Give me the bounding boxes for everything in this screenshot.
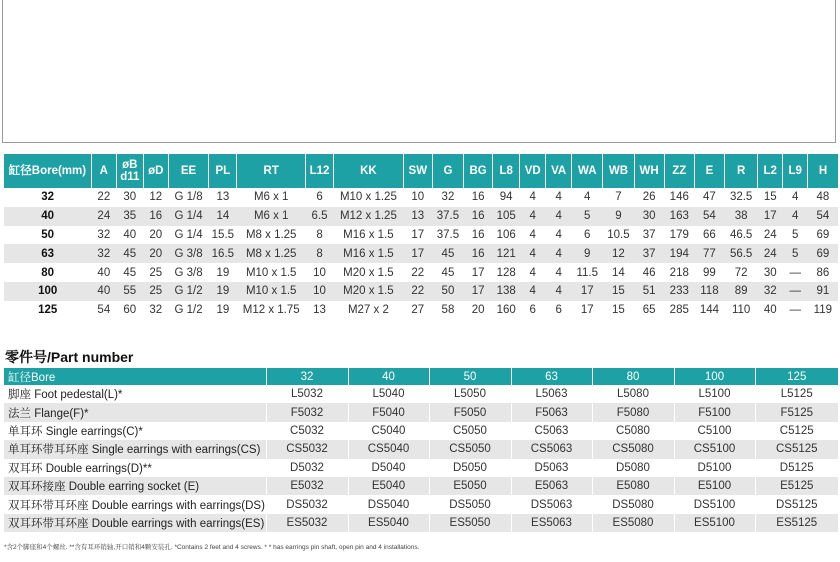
spec-cell: 14 [603, 263, 634, 282]
spec-cell: 10 [306, 263, 334, 282]
part-number-cell: C5040 [348, 422, 429, 440]
spec-cell: 7 [603, 188, 634, 207]
spec-row [4, 207, 838, 226]
spec-cell: 16 [464, 226, 493, 245]
spec-cell: 5 [783, 244, 808, 263]
spec-cell: M10 x 1.5 [237, 282, 306, 301]
part-number-cell: ES5080 [592, 514, 674, 532]
spec-cell: 20 [464, 301, 493, 320]
spec-cell: 4 [783, 207, 808, 226]
spec-column-header: øD [143, 154, 168, 188]
spec-cell: 37 [634, 244, 664, 263]
part-number-cell: DS5040 [348, 495, 429, 513]
bore-size-cell: 80 [4, 263, 91, 282]
spec-cell: 4 [546, 244, 572, 263]
spec-cell: 40 [91, 263, 116, 282]
spec-cell: 4 [520, 207, 546, 226]
part-column-header: 100 [674, 368, 755, 385]
spec-cell: 17 [572, 282, 603, 301]
spec-cell: 4 [520, 282, 546, 301]
part-number-cell: C5100 [674, 422, 755, 440]
spec-cell: 163 [664, 207, 694, 226]
spec-cell: M6 x 1 [237, 188, 306, 207]
spec-column-header: L2 [758, 154, 783, 188]
spec-cell: 35 [116, 207, 143, 226]
spec-cell: 32 [758, 282, 783, 301]
spec-cell: 72 [725, 263, 758, 282]
accessory-label: 单耳环 Single earrings(C)* [4, 422, 266, 440]
spec-cell: 69 [808, 226, 838, 245]
spec-cell: 233 [664, 282, 694, 301]
spec-cell: M8 x 1.25 [237, 226, 306, 245]
part-number-cell: CS5050 [429, 440, 511, 458]
part-number-cell: D5032 [266, 459, 348, 477]
spec-cell: 6 [546, 301, 572, 320]
spec-cell: 45 [116, 244, 143, 263]
part-number-cell: L5032 [266, 385, 348, 403]
spec-cell: 45 [432, 263, 463, 282]
part-number-cell: ES5100 [674, 514, 755, 532]
part-number-cell: C5080 [592, 422, 674, 440]
part-column-header: 125 [755, 368, 838, 385]
spec-row [4, 244, 838, 263]
spec-cell: 46.5 [725, 226, 758, 245]
part-number-cell: C5063 [511, 422, 592, 440]
part-number-cell: L5063 [511, 385, 592, 403]
spec-cell: 4 [546, 226, 572, 245]
spec-cell: 160 [493, 301, 520, 320]
spec-cell: M8 x 1.25 [237, 244, 306, 263]
part-number-cell: L5125 [755, 385, 838, 403]
spec-cell: 6.5 [306, 207, 334, 226]
spec-cell: M20 x 1.5 [334, 263, 404, 282]
accessory-label: 单耳环带耳环座 Single earrings with earrings(CS) [4, 440, 266, 458]
spec-cell: 16 [143, 207, 168, 226]
part-number-cell: L5100 [674, 385, 755, 403]
part-row [4, 403, 838, 421]
spec-cell: 146 [664, 188, 694, 207]
spec-cell: 16 [464, 207, 493, 226]
spec-cell: 91 [808, 282, 838, 301]
spec-cell: — [783, 263, 808, 282]
part-number-cell: L5080 [592, 385, 674, 403]
spec-cell: 20 [143, 226, 168, 245]
spec-cell: 10 [403, 188, 432, 207]
spec-column-header: VA [546, 154, 572, 188]
spec-cell: M16 x 1.5 [334, 226, 404, 245]
spec-cell: 17 [403, 244, 432, 263]
spec-cell: 8 [306, 244, 334, 263]
spec-cell: 65 [634, 301, 664, 320]
spec-column-header: ZZ [664, 154, 694, 188]
spec-cell: 54 [694, 207, 724, 226]
spec-cell: 13 [306, 301, 334, 320]
spec-cell: M10 x 1.5 [237, 263, 306, 282]
spec-cell: 4 [520, 263, 546, 282]
spec-cell: 285 [664, 301, 694, 320]
spec-cell: 4 [546, 282, 572, 301]
spec-cell: 19 [209, 301, 237, 320]
part-number-cell: DS5050 [429, 495, 511, 513]
accessory-label: 双耳环带耳环座 Double earrings with earrings(ES) [4, 514, 266, 532]
spec-column-header: G [432, 154, 463, 188]
spec-cell: 54 [91, 301, 116, 320]
spec-cell: 17 [572, 301, 603, 320]
part-number-cell: DS5125 [755, 495, 838, 513]
spec-header-row [4, 154, 838, 188]
spec-cell: 32 [91, 226, 116, 245]
part-row [4, 440, 838, 458]
spec-cell: 77 [694, 244, 724, 263]
part-number-cell: DS5100 [674, 495, 755, 513]
part-number-cell: E5040 [348, 477, 429, 495]
bore-size-cell: 125 [4, 301, 91, 320]
spec-column-header: L12 [306, 154, 334, 188]
part-column-header: 40 [348, 368, 429, 385]
spec-cell: 5 [572, 207, 603, 226]
spec-cell: 13 [403, 207, 432, 226]
spec-column-header: PL [209, 154, 237, 188]
spec-cell: 37 [634, 226, 664, 245]
part-number-cell: F5063 [511, 403, 592, 421]
bore-size-cell: 40 [4, 207, 91, 226]
part-number-table [4, 368, 838, 532]
part-number-cell: ES5063 [511, 514, 592, 532]
spec-cell: 50 [432, 282, 463, 301]
spec-cell: 66 [694, 226, 724, 245]
spec-row [4, 282, 838, 301]
part-number-title: 零件号/Part number [5, 349, 134, 365]
part-number-cell: F5050 [429, 403, 511, 421]
spec-cell: 10.5 [603, 226, 634, 245]
spec-cell: 40 [758, 301, 783, 320]
spec-cell: 37.5 [432, 207, 463, 226]
part-number-cell: E5125 [755, 477, 838, 495]
spec-cell: 14 [209, 207, 237, 226]
spec-cell: 144 [694, 301, 724, 320]
part-number-cell: CS5080 [592, 440, 674, 458]
spec-cell: G 3/8 [168, 263, 209, 282]
spec-cell: 55 [116, 282, 143, 301]
part-number-cell: D5040 [348, 459, 429, 477]
spec-cell: 194 [664, 244, 694, 263]
spec-cell: 16 [464, 188, 493, 207]
spec-cell: 4 [546, 263, 572, 282]
spec-cell: 94 [493, 188, 520, 207]
footnote: *含2个脚座和4个螺丝. **含有耳环销轴,开口销和4颗安装孔. *Contains 2 feet and 4 screws. * * has earrings pin shaft, open pin and 4 installations. [4, 544, 420, 551]
accessory-label: 法兰 Flange(F)* [4, 403, 266, 421]
spec-cell: 4 [572, 188, 603, 207]
spec-cell: 47 [694, 188, 724, 207]
part-number-cell: CS5032 [266, 440, 348, 458]
spec-cell: 54 [808, 207, 838, 226]
spec-cell: 4 [546, 207, 572, 226]
spec-cell: 5 [783, 226, 808, 245]
part-number-cell: F5100 [674, 403, 755, 421]
part-row [4, 477, 838, 495]
part-number-cell: DS5063 [511, 495, 592, 513]
spec-column-header: EE [168, 154, 209, 188]
spec-row [4, 188, 838, 207]
spec-cell: 30 [758, 263, 783, 282]
spec-column-header: L9 [783, 154, 808, 188]
spec-cell: M20 x 1.5 [334, 282, 404, 301]
spec-cell: 22 [403, 282, 432, 301]
spec-cell: 45 [116, 263, 143, 282]
spec-column-header: BG [464, 154, 493, 188]
spec-cell: 69 [808, 244, 838, 263]
spec-table [4, 154, 838, 320]
spec-cell: 32.5 [725, 188, 758, 207]
spec-cell: G 1/2 [168, 282, 209, 301]
part-number-cell: DS5032 [266, 495, 348, 513]
spec-row [4, 263, 838, 282]
part-number-cell: L5050 [429, 385, 511, 403]
part-row [4, 514, 838, 532]
spec-cell: 37.5 [432, 226, 463, 245]
part-number-cell: CS5040 [348, 440, 429, 458]
spec-cell: 24 [758, 244, 783, 263]
part-number-cell: ES5125 [755, 514, 838, 532]
spec-cell: 15 [603, 301, 634, 320]
part-number-cell: C5050 [429, 422, 511, 440]
part-number-cell: ES5040 [348, 514, 429, 532]
spec-cell: 4 [520, 244, 546, 263]
spec-cell: 22 [91, 188, 116, 207]
spec-cell: 15.5 [209, 226, 237, 245]
part-number-cell: D5100 [674, 459, 755, 477]
spec-cell: 60 [116, 301, 143, 320]
part-number-cell: ES5050 [429, 514, 511, 532]
spec-cell: 179 [664, 226, 694, 245]
spec-cell: M10 x 1.25 [334, 188, 404, 207]
drawing-frame [2, 0, 836, 143]
spec-cell: 32 [143, 301, 168, 320]
part-row [4, 385, 838, 403]
part-column-header: 32 [266, 368, 348, 385]
spec-column-header: WH [634, 154, 664, 188]
spec-cell: 6 [306, 188, 334, 207]
spec-cell: 45 [432, 244, 463, 263]
part-row [4, 495, 838, 513]
spec-cell: 13 [209, 188, 237, 207]
spec-cell: 12 [143, 188, 168, 207]
part-number-cell: C5125 [755, 422, 838, 440]
part-number-cell: D5080 [592, 459, 674, 477]
spec-cell: 17 [464, 282, 493, 301]
spec-column-header: H [808, 154, 838, 188]
spec-cell: 26 [634, 188, 664, 207]
spec-cell: 9 [603, 207, 634, 226]
spec-cell: G 1/4 [168, 207, 209, 226]
part-number-cell: D5125 [755, 459, 838, 477]
spec-cell: 119 [808, 301, 838, 320]
spec-column-header: KK [334, 154, 404, 188]
spec-cell: 20 [143, 244, 168, 263]
spec-cell: M12 x 1.25 [334, 207, 404, 226]
spec-cell: 4 [546, 188, 572, 207]
part-number-cell: F5032 [266, 403, 348, 421]
spec-cell: 10 [306, 282, 334, 301]
spec-cell: 110 [725, 301, 758, 320]
spec-cell: 40 [91, 282, 116, 301]
spec-cell: 25 [143, 282, 168, 301]
spec-cell: 16 [464, 244, 493, 263]
spec-cell: — [783, 301, 808, 320]
part-number-cell: F5080 [592, 403, 674, 421]
part-number-cell: ES5032 [266, 514, 348, 532]
spec-cell: M16 x 1.5 [334, 244, 404, 263]
spec-cell: 46 [634, 263, 664, 282]
part-column-header: 50 [429, 368, 511, 385]
spec-row [4, 226, 838, 245]
spec-cell: 24 [91, 207, 116, 226]
part-number-cell: L5040 [348, 385, 429, 403]
spec-cell: 17 [464, 263, 493, 282]
part-column-header: 80 [592, 368, 674, 385]
spec-column-header: L8 [493, 154, 520, 188]
part-number-cell: CS5100 [674, 440, 755, 458]
spec-cell: 40 [116, 226, 143, 245]
spec-cell: M6 x 1 [237, 207, 306, 226]
part-number-cell: C5032 [266, 422, 348, 440]
spec-cell: 17 [403, 226, 432, 245]
part-number-cell: D5063 [511, 459, 592, 477]
part-number-cell: E5050 [429, 477, 511, 495]
spec-cell: 218 [664, 263, 694, 282]
spec-cell: 99 [694, 263, 724, 282]
spec-column-header: A [91, 154, 116, 188]
spec-cell: 51 [634, 282, 664, 301]
spec-cell: 105 [493, 207, 520, 226]
part-number-cell: E5080 [592, 477, 674, 495]
spec-cell: 30 [116, 188, 143, 207]
spec-cell: 19 [209, 263, 237, 282]
spec-cell: 6 [572, 226, 603, 245]
spec-cell: 19 [209, 282, 237, 301]
part-column-header: 缸径Bore [4, 368, 266, 385]
bore-size-cell: 50 [4, 226, 91, 245]
spec-cell: 27 [403, 301, 432, 320]
accessory-label: 脚座 Foot pedestal(L)* [4, 385, 266, 403]
spec-cell: 16.5 [209, 244, 237, 263]
spec-cell: 15 [758, 188, 783, 207]
spec-cell: 4 [520, 226, 546, 245]
part-number-cell: CS5125 [755, 440, 838, 458]
part-number-cell: D5050 [429, 459, 511, 477]
spec-cell: G 1/4 [168, 226, 209, 245]
spec-cell: 118 [694, 282, 724, 301]
spec-cell: 128 [493, 263, 520, 282]
spec-row [4, 301, 838, 320]
accessory-label: 双耳环带耳环座 Double earrings with earrings(DS) [4, 495, 266, 513]
part-number-cell: DS5080 [592, 495, 674, 513]
accessory-label: 双耳环接座 Double earring socket (E) [4, 477, 266, 495]
spec-cell: G 1/8 [168, 188, 209, 207]
part-header-row [4, 368, 838, 385]
spec-cell: 11.5 [572, 263, 603, 282]
part-number-cell: F5125 [755, 403, 838, 421]
part-number-cell: E5063 [511, 477, 592, 495]
part-row [4, 459, 838, 477]
spec-cell: 121 [493, 244, 520, 263]
spec-cell: 30 [634, 207, 664, 226]
spec-cell: 17 [758, 207, 783, 226]
spec-cell: 4 [520, 188, 546, 207]
bore-size-cell: 32 [4, 188, 91, 207]
spec-column-header: E [694, 154, 724, 188]
spec-column-header: SW [403, 154, 432, 188]
spec-cell: 6 [520, 301, 546, 320]
part-column-header: 63 [511, 368, 592, 385]
spec-column-header: R [725, 154, 758, 188]
spec-cell: M12 x 1.75 [237, 301, 306, 320]
spec-column-header: 缸径Bore(mm) [4, 154, 91, 188]
spec-cell: 25 [143, 263, 168, 282]
spec-cell: 38 [725, 207, 758, 226]
spec-cell: 106 [493, 226, 520, 245]
spec-cell: 58 [432, 301, 463, 320]
spec-cell: M27 x 2 [334, 301, 404, 320]
spec-cell: G 3/8 [168, 244, 209, 263]
part-row [4, 422, 838, 440]
spec-cell: — [783, 282, 808, 301]
spec-cell: 4 [783, 188, 808, 207]
accessory-label: 双耳环 Double earrings(D)** [4, 459, 266, 477]
spec-column-header: VD [520, 154, 546, 188]
bore-size-cell: 63 [4, 244, 91, 263]
spec-cell: 48 [808, 188, 838, 207]
spec-column-header: WB [603, 154, 634, 188]
spec-cell: 32 [432, 188, 463, 207]
spec-cell: G 1/2 [168, 301, 209, 320]
spec-cell: 15 [603, 282, 634, 301]
spec-cell: 32 [91, 244, 116, 263]
part-number-cell: CS5063 [511, 440, 592, 458]
spec-column-header: RT [237, 154, 306, 188]
spec-cell: 89 [725, 282, 758, 301]
spec-cell: 8 [306, 226, 334, 245]
spec-cell: 24 [758, 226, 783, 245]
spec-cell: 56.5 [725, 244, 758, 263]
bore-size-cell: 100 [4, 282, 91, 301]
spec-cell: 138 [493, 282, 520, 301]
part-number-cell: F5040 [348, 403, 429, 421]
part-number-cell: E5100 [674, 477, 755, 495]
part-number-cell: E5032 [266, 477, 348, 495]
spec-cell: 12 [603, 244, 634, 263]
spec-column-header: øB d11 [116, 154, 143, 188]
spec-cell: 9 [572, 244, 603, 263]
spec-cell: 86 [808, 263, 838, 282]
spec-cell: 22 [403, 263, 432, 282]
spec-column-header: WA [572, 154, 603, 188]
